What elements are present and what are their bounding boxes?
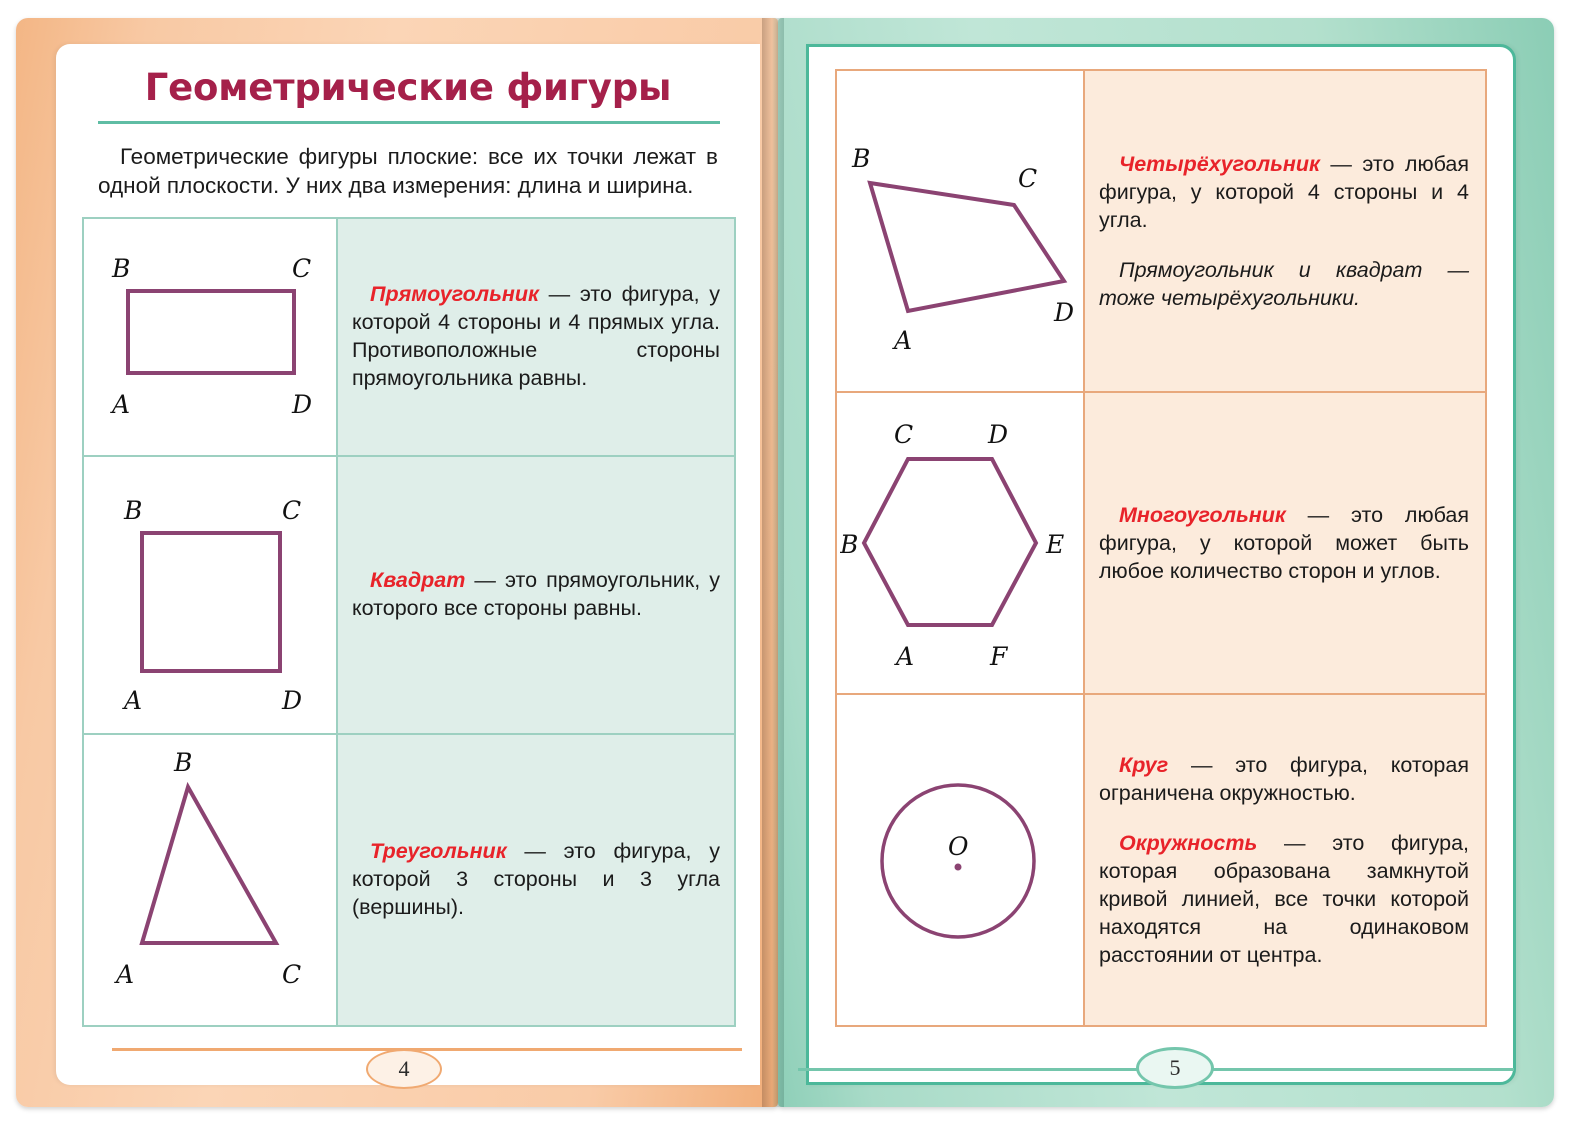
vertex-label-b: B	[112, 253, 131, 283]
term-disk: Круг	[1119, 752, 1169, 777]
description-triangle	[352, 838, 720, 922]
term-circumference: Окружность	[1119, 830, 1258, 855]
vertex-label-c: C	[282, 495, 302, 525]
vertex-label-b: B	[174, 747, 193, 777]
vertex-label-a: A	[112, 389, 131, 419]
table-row	[836, 392, 1486, 694]
vertex-label-a: A	[894, 326, 913, 355]
description-cell-circle	[1084, 694, 1486, 1026]
figure-cell-circle	[836, 694, 1084, 1026]
vertex-label-a: A	[116, 959, 135, 989]
figure-cell-triangle	[83, 734, 337, 1026]
description-cell-square	[337, 456, 735, 734]
vertex-label-d: D	[1054, 298, 1075, 327]
vertex-label-f: F	[990, 642, 1008, 671]
figure-cell-quadrilateral	[836, 70, 1084, 392]
vertex-label-a: A	[124, 685, 143, 715]
description-circumference	[1099, 829, 1469, 970]
description-polygon-body: — это любая фигура, у которой может быть любое количество сторон и углов.	[1099, 502, 1469, 584]
circle-diagram	[840, 695, 1080, 1025]
figure-cell-square	[83, 456, 337, 734]
term-polygon: Многоугольник	[1119, 502, 1286, 527]
left-page-content	[56, 44, 760, 1085]
description-quadrilateral-body: — это любая фигура, у которой 4 стороны и 4 угла.	[1099, 151, 1469, 233]
vertex-label-a: A	[896, 642, 915, 671]
vertex-label-b: B	[124, 495, 143, 525]
right-page-content	[806, 44, 1516, 1085]
hexagon-diagram	[840, 393, 1080, 693]
vertex-label-d: D	[988, 420, 1009, 449]
description-cell-rectangle	[337, 218, 735, 456]
description-rectangle	[352, 281, 720, 393]
intro-paragraph: Геометрические фигуры плоские: все их точки лежат в одной плоскости. У них два измерения: длина и ширина.	[98, 144, 718, 199]
term-quadrilateral: Четырёхугольник	[1119, 151, 1320, 176]
description-polygon	[1099, 501, 1469, 585]
description-triangle-body: — это фигура, у которой 3 стороны и 3 угла (вершины).	[352, 839, 720, 919]
term-rectangle: Прямоугольник	[370, 282, 539, 307]
footer-rule-left	[112, 1048, 742, 1051]
description-square-body: — это прямоугольник, у которого все стороны равны.	[352, 568, 720, 620]
table-row	[836, 70, 1486, 392]
description-cell-quadrilateral	[1084, 70, 1486, 392]
vertex-label-c: C	[1018, 164, 1038, 193]
table-row	[83, 456, 735, 734]
table-row	[83, 218, 735, 456]
vertex-label-b: B	[840, 530, 859, 559]
description-quadrilateral-note: Прямоугольник и квадрат — тоже четырёхугольники.	[1099, 257, 1469, 310]
page-number-right: 5	[1136, 1047, 1214, 1089]
description-cell-hexagon	[1084, 392, 1486, 694]
table-row	[83, 734, 735, 1026]
figure-cell-hexagon	[836, 392, 1084, 694]
description-disk	[1099, 751, 1469, 807]
figures-table-right	[835, 69, 1487, 1027]
vertex-label-c: C	[282, 959, 302, 989]
square-diagram	[86, 457, 334, 733]
description-rectangle-body: — это фигура, у которой 4 стороны и 4 прямых угла. Противоположные стороны прямоугольника равны.	[352, 282, 720, 390]
description-circumference-body: — это фигура, которая образована замкнутой кривой линией, все точки которой находятся на одинаковом расстоянии от центра.	[1099, 830, 1469, 968]
vertex-label-d: D	[282, 685, 303, 715]
term-square: Квадрат	[370, 568, 466, 592]
description-square	[352, 567, 720, 623]
rectangle-diagram	[86, 219, 334, 455]
page-number-left: 4	[366, 1049, 442, 1089]
description-cell-triangle	[337, 734, 735, 1026]
quadrilateral-diagram	[840, 71, 1080, 391]
vertex-label-d: D	[292, 389, 313, 419]
vertex-label-e: E	[1046, 530, 1065, 559]
title-divider	[98, 121, 720, 124]
right-page	[778, 18, 1554, 1107]
vertex-label-c: C	[292, 253, 312, 283]
vertex-label-c: C	[894, 420, 914, 449]
description-quadrilateral	[1099, 150, 1469, 234]
figures-table-left	[82, 217, 736, 1027]
center-label-o: O	[948, 832, 969, 861]
figure-cell-rectangle	[83, 218, 337, 456]
triangle-diagram	[86, 735, 334, 1025]
vertex-label-b: B	[852, 144, 871, 173]
page-title: Геометрические фигуры	[144, 66, 672, 109]
description-disk-body: — это фигура, которая ограничена окружностью.	[1099, 752, 1469, 805]
term-triangle: Треугольник	[370, 839, 507, 864]
table-row	[836, 694, 1486, 1026]
left-page	[16, 18, 778, 1107]
